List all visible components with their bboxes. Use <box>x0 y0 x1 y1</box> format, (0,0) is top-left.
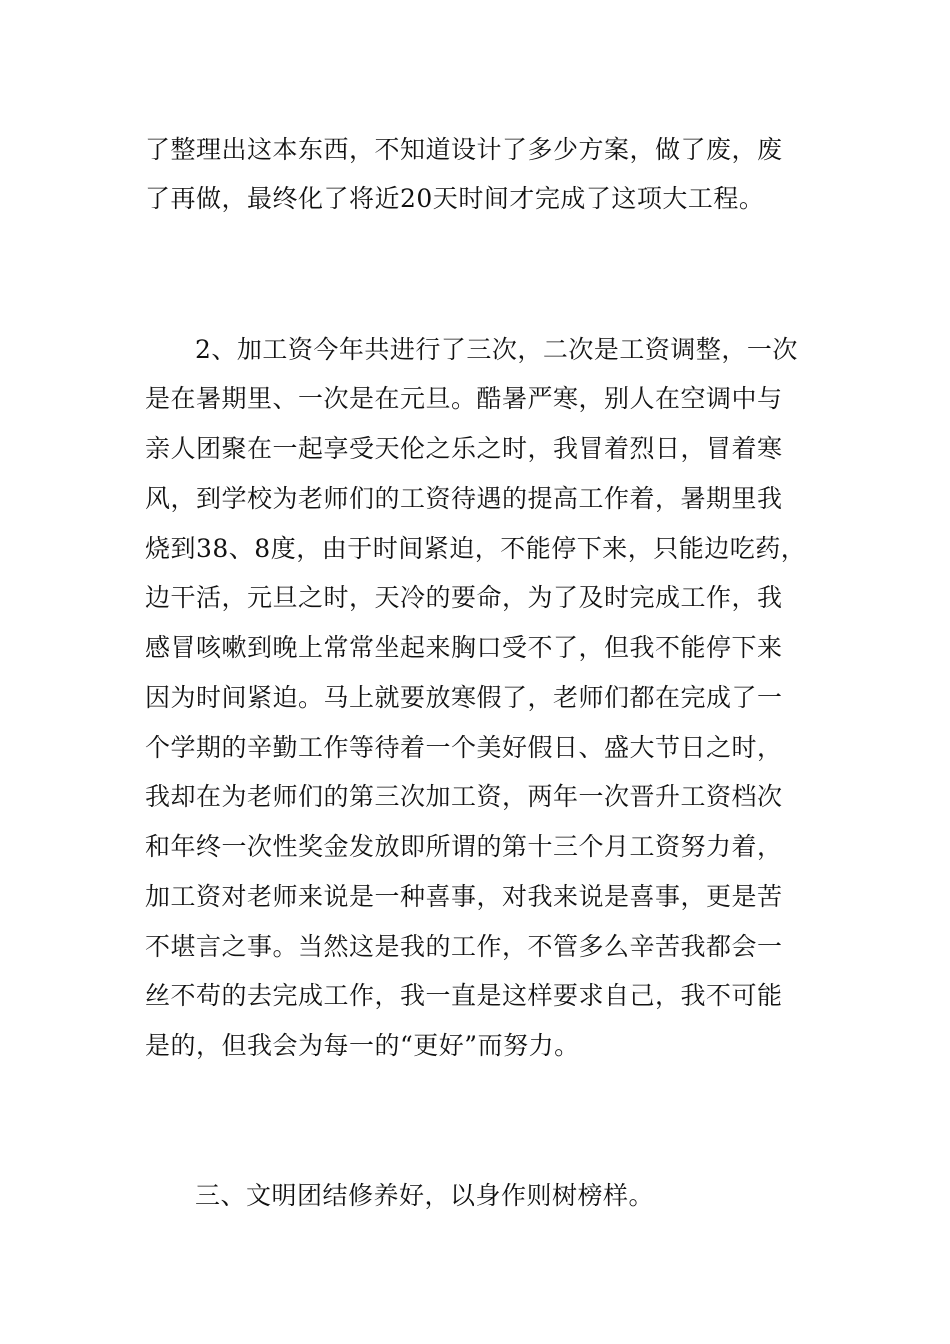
paragraph-2-line-6: 边干活，元旦之时，天冷的要命，为了及时完成工作，我 <box>145 583 783 612</box>
paragraph-2-line-2: 是在暑期里、一次是在元旦。酷暑严寒，别人在空调中与 <box>145 384 783 413</box>
paragraph-2-line-14: 丝不苟的去完成工作，我一直是这样要求自己，我不可能 <box>145 981 783 1010</box>
paragraph-2-line-1: 2、加工资今年共进行了三次，二次是工资调整，一次 <box>195 335 798 364</box>
paragraph-2-line-11: 和年终一次性奖金发放即所谓的第十三个月工资努力着， <box>145 832 783 861</box>
paragraph-2-line-3: 亲人团聚在一起享受天伦之乐之时，我冒着烈日，冒着寒 <box>145 434 783 463</box>
paragraph-2-line-7: 感冒咳嗽到晚上常常坐起来胸口受不了，但我不能停下来 <box>145 633 783 662</box>
section-heading-3: 三、文明团结修养好，以身作则树榜样。 <box>195 1181 655 1210</box>
paragraph-2-line-8: 因为时间紧迫。马上就要放寒假了，老师们都在完成了一 <box>145 683 783 712</box>
paragraph-2-line-5: 烧到38、8度，由于时间紧迫，不能停下来，只能边吃药， <box>145 534 807 563</box>
paragraph-2-line-15: 是的，但我会为每一的“更好”而努力。 <box>145 1031 580 1060</box>
paragraph-1-line-2: 了再做，最终化了将近20天时间才完成了这项大工程。 <box>145 184 765 213</box>
paragraph-1-line-1: 了整理出这本东西，不知道设计了多少方案，做了废，废 <box>145 135 783 164</box>
paragraph-2-line-4: 风，到学校为老师们的工资待遇的提高工作着，暑期里我 <box>145 484 783 513</box>
paragraph-2-line-10: 我却在为老师们的第三次加工资，两年一次晋升工资档次 <box>145 782 783 811</box>
paragraph-2-line-12: 加工资对老师来说是一种喜事，对我来说是喜事，更是苦 <box>145 882 783 911</box>
paragraph-2-line-9: 个学期的辛勤工作等待着一个美好假日、盛大节日之时， <box>145 733 783 762</box>
paragraph-2-line-13: 不堪言之事。当然这是我的工作，不管多么辛苦我都会一 <box>145 932 783 961</box>
